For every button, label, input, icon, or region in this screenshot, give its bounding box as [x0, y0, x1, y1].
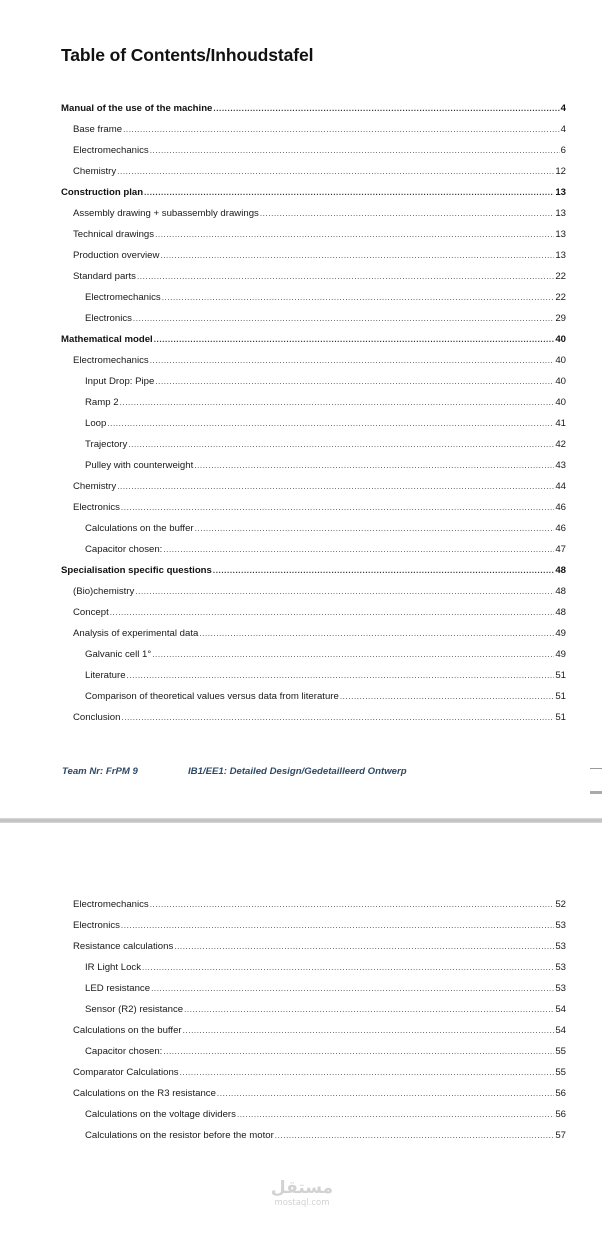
page-separator: [0, 818, 602, 823]
toc-entry-page-number: 53: [555, 920, 566, 931]
toc-entry[interactable]: [73, 248, 566, 264]
toc-entry-page-number: 13: [555, 187, 566, 198]
toc-entry-page-number: 4: [560, 103, 566, 114]
toc-entry[interactable]: [73, 1086, 566, 1102]
toc-entry-label: Conclusion: [73, 712, 121, 723]
toc-entry[interactable]: [61, 101, 566, 117]
toc-dot-leader: [163, 542, 554, 558]
toc-dot-leader: [142, 960, 554, 976]
toc-entry-label: Electronics: [73, 920, 120, 931]
toc-entry-label: Capacitor chosen:: [85, 1046, 163, 1057]
toc-entry-label: Pulley with counterweight: [85, 460, 194, 471]
toc-entry[interactable]: [73, 584, 566, 600]
toc-dot-leader: [213, 563, 554, 579]
toc-entry[interactable]: [73, 897, 566, 913]
toc-entry-label: Technical drawings: [73, 229, 155, 240]
toc-entry-label: Calculations on the R3 resistance: [73, 1088, 216, 1099]
toc-entry-page-number: 48: [555, 607, 566, 618]
toc-dot-leader: [117, 479, 554, 495]
toc-entry[interactable]: [73, 122, 566, 138]
toc-dot-leader: [127, 668, 555, 684]
toc-entry-label: Calculations on the resistor before the motor: [85, 1130, 274, 1141]
toc-entry-label: Ramp 2: [85, 397, 119, 408]
toc-entry[interactable]: [85, 416, 566, 432]
toc-entry-page-number: 46: [555, 502, 566, 513]
toc-entry[interactable]: [85, 290, 566, 306]
watermark-url: mostaql.com: [274, 1198, 330, 1208]
toc-entry-label: Sensor (R2) resistance: [85, 1004, 184, 1015]
toc-dot-leader: [107, 416, 554, 432]
toc-entry[interactable]: [85, 981, 566, 997]
toc-entry-label: Calculations on the buffer: [85, 523, 194, 534]
toc-entry[interactable]: [85, 374, 566, 390]
toc-entry[interactable]: [73, 479, 566, 495]
toc-entry-page-number: 53: [555, 983, 566, 994]
watermark-arabic-logo: مستقل: [270, 1178, 334, 1198]
toc-dot-leader: [150, 143, 560, 159]
toc-entry[interactable]: [85, 311, 566, 327]
toc-entry-label: Standard parts: [73, 271, 136, 282]
toc-entry-label: Analysis of experimental data: [73, 628, 199, 639]
toc-dot-leader: [162, 290, 555, 306]
toc-entry[interactable]: [85, 458, 566, 474]
page-number-marker: [590, 768, 602, 792]
toc-entry-page-number: 42: [555, 439, 566, 450]
toc-entry[interactable]: [85, 1128, 566, 1144]
footer-team-number: Team Nr: FrPM 9: [62, 766, 138, 777]
toc-dot-leader: [120, 395, 555, 411]
toc-entry-page-number: 49: [555, 628, 566, 639]
toc-entry-page-number: 41: [555, 418, 566, 429]
toc-entry-page-number: 49: [555, 649, 566, 660]
toc-entry-page-number: 22: [555, 292, 566, 303]
toc-dot-leader: [340, 689, 555, 705]
toc-entry-page-number: 43: [555, 460, 566, 471]
toc-entry-page-number: 54: [555, 1025, 566, 1036]
toc-entry-label: LED resistance: [85, 983, 151, 994]
toc-dot-leader: [144, 185, 554, 201]
toc-entry[interactable]: [73, 353, 566, 369]
toc-entry-page-number: 55: [555, 1067, 566, 1078]
toc-entry-label: Specialisation specific questions: [61, 565, 212, 576]
toc-entry-label: Capacitor chosen:: [85, 544, 163, 555]
toc-entry-label: Resistance calculations: [73, 941, 174, 952]
toc-entry[interactable]: [73, 605, 566, 621]
footer-document-title: IB1/EE1: Detailed Design/Gedetailleerd Ontwerp: [188, 766, 407, 777]
toc-dot-leader: [163, 1044, 554, 1060]
toc-entry-page-number: 53: [555, 962, 566, 973]
toc-entry-label: Electromechanics: [85, 292, 161, 303]
toc-entry-page-number: 46: [555, 523, 566, 534]
toc-entry-page-number: 51: [555, 691, 566, 702]
toc-dot-leader: [154, 332, 555, 348]
toc-entry-label: Electronics: [73, 502, 120, 513]
toc-entry-label: Loop: [85, 418, 107, 429]
toc-dot-leader: [137, 269, 554, 285]
toc-dot-leader: [110, 605, 555, 621]
toc-entry[interactable]: [85, 521, 566, 537]
toc-entry[interactable]: [85, 1044, 566, 1060]
toc-entry-label: Construction plan: [61, 187, 144, 198]
toc-dot-leader: [121, 710, 554, 726]
toc-entry-label: Mathematical model: [61, 334, 153, 345]
toc-entry-label: Electronics: [85, 313, 132, 324]
page-marker-bottom-rule: [590, 791, 602, 794]
toc-entry-page-number: 29: [555, 313, 566, 324]
toc-entry-label: Assembly drawing + subassembly drawings: [73, 208, 259, 219]
toc-entry-page-number: 57: [555, 1130, 566, 1141]
toc-entry-page-number: 6: [560, 145, 566, 156]
toc-entry-page-number: 12: [555, 166, 566, 177]
toc-entry-page-number: 40: [555, 376, 566, 387]
toc-entry[interactable]: [73, 710, 566, 726]
toc-entry-page-number: 40: [555, 355, 566, 366]
toc-entry-label: Base frame: [73, 124, 123, 135]
toc-entry-page-number: 51: [555, 670, 566, 681]
toc-entry[interactable]: [73, 939, 566, 955]
mostaql-watermark: [262, 1178, 342, 1208]
toc-entry-label: Electromechanics: [73, 145, 149, 156]
toc-entry[interactable]: [85, 542, 566, 558]
toc-dot-leader: [213, 101, 559, 117]
toc-entry-label: Concept: [73, 607, 109, 618]
toc-dot-leader: [150, 353, 555, 369]
toc-entry-page-number: 53: [555, 941, 566, 952]
toc-dot-leader: [135, 584, 554, 600]
toc-entry[interactable]: [85, 668, 566, 684]
toc-entry-label: Trajectory: [85, 439, 128, 450]
toc-entry-label: Calculations on the buffer: [73, 1025, 182, 1036]
toc-dot-leader: [155, 227, 554, 243]
toc-dot-leader: [184, 1002, 554, 1018]
toc-entry[interactable]: [73, 227, 566, 243]
toc-entry-label: Galvanic cell 1°: [85, 649, 152, 660]
toc-entry[interactable]: [85, 395, 566, 411]
toc-entry-page-number: 40: [555, 397, 566, 408]
toc-dot-leader: [128, 437, 554, 453]
toc-entry-page-number: 22: [555, 271, 566, 282]
toc-entry-label: Electromechanics: [73, 355, 149, 366]
toc-entry[interactable]: [73, 206, 566, 222]
toc-dot-leader: [117, 164, 554, 180]
toc-entry-page-number: 13: [555, 250, 566, 261]
toc-entry[interactable]: [73, 1065, 566, 1081]
toc-dot-leader: [133, 311, 554, 327]
toc-entry-label: Electromechanics: [73, 899, 149, 910]
toc-entry-page-number: 55: [555, 1046, 566, 1057]
toc-entry-page-number: 44: [555, 481, 566, 492]
toc-entry-label: Comparison of theoretical values versus data from literature: [85, 691, 339, 702]
toc-entry-page-number: 47: [555, 544, 566, 555]
toc-entry-page-number: 40: [555, 334, 566, 345]
toc-entry-label: Calculations on the voltage dividers: [85, 1109, 236, 1120]
toc-dot-leader: [174, 939, 554, 955]
toc-entry-page-number: 52: [555, 899, 566, 910]
toc-entry-page-number: 51: [555, 712, 566, 723]
toc-entry-page-number: 56: [555, 1088, 566, 1099]
toc-entry[interactable]: [85, 689, 566, 705]
toc-entry-label: IR Light Lock: [85, 962, 141, 973]
toc-entry[interactable]: [85, 1107, 566, 1123]
toc-entry[interactable]: [73, 269, 566, 285]
toc-entry[interactable]: [73, 143, 566, 159]
toc-entry-page-number: 13: [555, 229, 566, 240]
toc-entry-label: Manual of the use of the machine: [61, 103, 213, 114]
toc-entry-label: Chemistry: [73, 481, 117, 492]
toc-entry-label: (Bio)chemistry: [73, 586, 135, 597]
toc-entry-page-number: 54: [555, 1004, 566, 1015]
toc-dot-leader: [152, 647, 554, 663]
toc-entry[interactable]: [85, 647, 566, 663]
toc-entry-page-number: 13: [555, 208, 566, 219]
toc-title: Table of Contents/Inhoudstafel: [61, 45, 314, 65]
toc-entry[interactable]: [61, 185, 566, 201]
toc-dot-leader: [217, 1086, 554, 1102]
toc-entry-page-number: 56: [555, 1109, 566, 1120]
toc-entry-page-number: 4: [560, 124, 566, 135]
toc-entry-label: Chemistry: [73, 166, 117, 177]
toc-entry[interactable]: [73, 164, 566, 180]
toc-dot-leader: [199, 626, 554, 642]
toc-entry-label: Production overview: [73, 250, 160, 261]
toc-entry[interactable]: [61, 563, 566, 579]
toc-dot-leader: [194, 458, 554, 474]
toc-dot-leader: [183, 1023, 555, 1039]
toc-entry-page-number: 48: [555, 565, 566, 576]
page-marker-top-rule: [590, 768, 602, 769]
toc-dot-leader: [150, 897, 555, 913]
toc-entry-page-number: 48: [555, 586, 566, 597]
toc-dot-leader: [121, 918, 554, 934]
toc-dot-leader: [180, 1065, 555, 1081]
toc-dot-leader: [260, 206, 555, 222]
toc-entry[interactable]: [73, 626, 566, 642]
toc-entry[interactable]: [61, 332, 566, 348]
toc-entry[interactable]: [73, 1023, 566, 1039]
toc-entry[interactable]: [85, 1002, 566, 1018]
toc-dot-leader: [237, 1107, 554, 1123]
toc-entry[interactable]: [85, 437, 566, 453]
toc-dot-leader: [151, 981, 554, 997]
toc-dot-leader: [275, 1128, 555, 1144]
toc-dot-leader: [160, 248, 554, 264]
toc-dot-leader: [123, 122, 560, 138]
toc-entry[interactable]: [85, 960, 566, 976]
toc-dot-leader: [195, 521, 555, 537]
toc-entry-label: Literature: [85, 670, 126, 681]
toc-dot-leader: [121, 500, 554, 516]
toc-entry[interactable]: [73, 918, 566, 934]
toc-dot-leader: [155, 374, 554, 390]
toc-entry[interactable]: [73, 500, 566, 516]
toc-entry-label: Input Drop: Pipe: [85, 376, 155, 387]
toc-entry-label: Comparator Calculations: [73, 1067, 179, 1078]
